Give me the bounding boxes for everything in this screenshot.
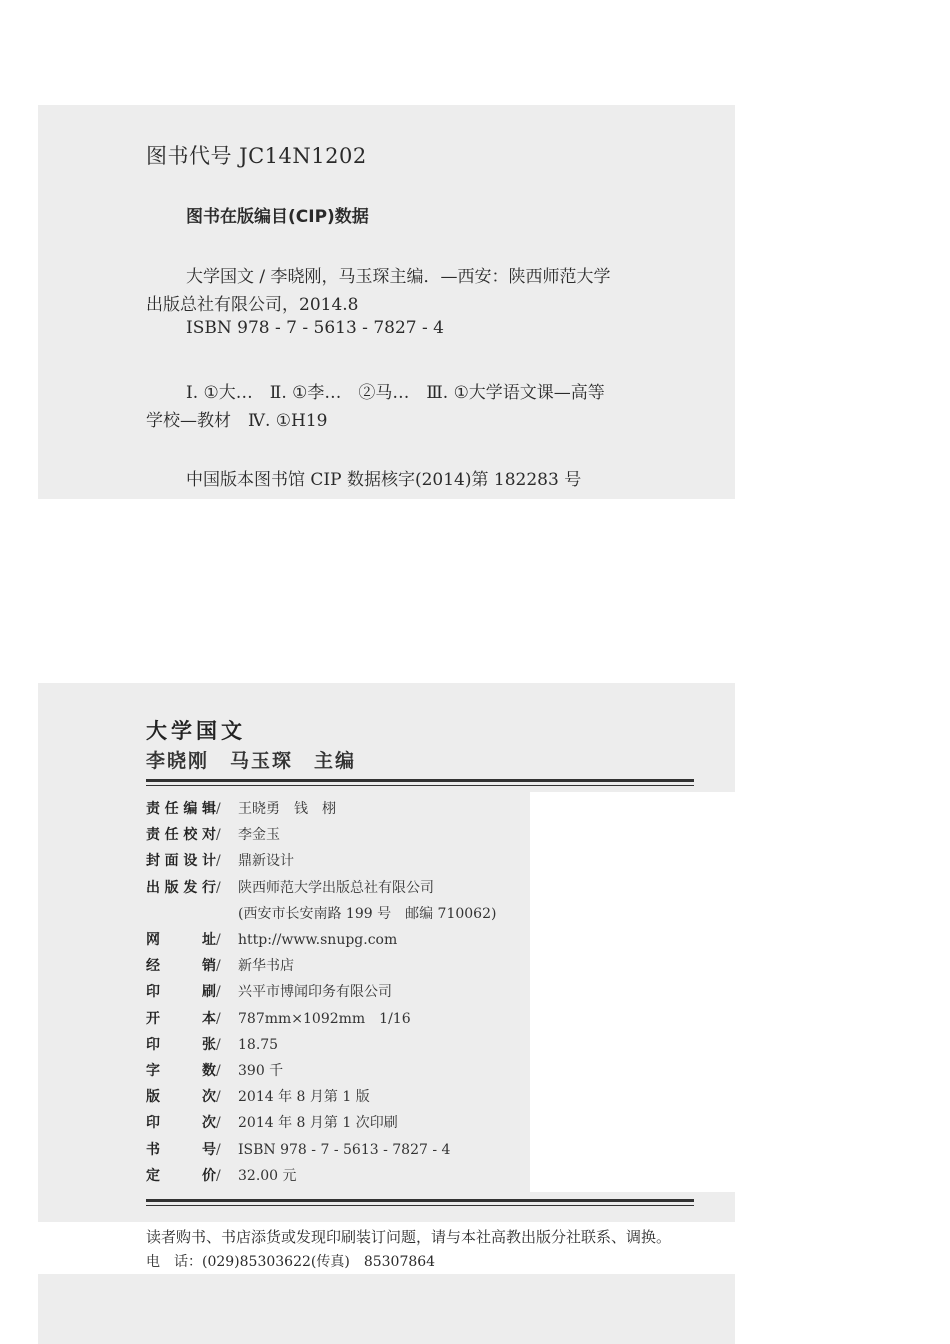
cip-line-1: 大学国文 / 李晓刚，马玉琛主编．—西安：陕西师范大学 (186, 267, 611, 287)
info-separator: / (216, 1115, 221, 1132)
info-label: 出版发行 (146, 879, 216, 896)
info-label: 版 次 (146, 1089, 216, 1106)
info-row (146, 797, 336, 821)
bottom-rule-thick (146, 1199, 694, 1202)
cip-line-4: Ⅰ. ①大… Ⅱ. ①李… ②马… Ⅲ. ①大学语文课—高等 (186, 383, 605, 403)
info-row (146, 849, 294, 873)
info-label: 印 刷 (146, 984, 216, 1001)
info-separator: / (216, 1167, 221, 1184)
info-label: 印 张 (146, 1036, 216, 1053)
info-row (146, 1111, 398, 1135)
cip-line-3: ISBN 978 - 7 - 5613 - 7827 - 4 (186, 318, 444, 338)
info-separator: / (216, 853, 221, 870)
info-row (146, 928, 397, 952)
info-row (146, 1033, 278, 1057)
info-value: 787mm×1092mm 1/16 (238, 1010, 411, 1027)
info-value: 李金玉 (238, 827, 280, 844)
info-label: 书 号 (146, 1141, 216, 1158)
cip-line-6: 中国版本图书馆 CIP 数据核字(2014)第 182283 号 (186, 470, 582, 490)
info-value: 陕西师范大学出版总社有限公司 (238, 879, 434, 896)
info-value: 新华书店 (238, 958, 294, 975)
info-separator: / (216, 801, 221, 817)
title-rule-thick (146, 779, 694, 782)
info-separator: / (216, 1036, 221, 1053)
info-label: 封面设计 (146, 853, 216, 870)
bottom-rule-thin (146, 1205, 694, 1206)
info-value: 王晓勇 钱 栩 (238, 801, 336, 817)
info-value: 18.75 (238, 1036, 279, 1053)
info-row (146, 1007, 411, 1031)
info-row (146, 1085, 370, 1109)
info-separator: / (216, 1141, 221, 1158)
info-row (146, 954, 294, 978)
info-label: 定 价 (146, 1167, 216, 1184)
info-row (146, 980, 392, 1004)
book-code: 图书代号 JC14N1202 (146, 144, 367, 168)
info-separator: / (216, 1063, 221, 1079)
cip-line-5: 学校—教材 Ⅳ. ①H19 (146, 411, 328, 431)
title-rule-thin (146, 785, 694, 786)
footer-phone: 电 话：(029)85303622(传真) 85307864 (146, 1254, 436, 1270)
info-separator: / (216, 1010, 221, 1027)
info-row (146, 1059, 283, 1083)
info-separator: / (216, 827, 221, 844)
info-value: http://www.snupg.com (238, 932, 398, 948)
info-value: 鼎新设计 (238, 853, 294, 870)
info-separator: / (216, 932, 221, 948)
info-value: (西安市长安南路 199 号 邮编 710062) (238, 905, 497, 922)
info-separator: / (216, 958, 221, 975)
info-row (146, 823, 280, 847)
info-value: 2014 年 8 月第 1 次印刷 (238, 1115, 398, 1132)
info-row (146, 1164, 297, 1188)
info-label: 开 本 (146, 1010, 216, 1027)
info-value: ISBN 978 - 7 - 5613 - 7827 - 4 (238, 1141, 451, 1158)
info-label: 责任校对 (146, 827, 216, 844)
book-title: 大学国文 (146, 719, 246, 743)
cip-heading: 图书在版编目(CIP)数据 (186, 207, 369, 227)
info-value: 兴平市博闻印务有限公司 (238, 984, 392, 1001)
info-label: 字 数 (146, 1063, 216, 1079)
info-value: 32.00 元 (238, 1167, 297, 1184)
info-label: 网 址 (146, 932, 216, 948)
info-separator: / (216, 879, 221, 896)
info-row (146, 1138, 450, 1162)
footer-note: 读者购书、书店添货或发现印刷装订问题，请与本社高教出版分社联系、调换。 (146, 1228, 672, 1246)
book-editors: 李晓刚 马玉琛 主编 (146, 750, 357, 772)
info-value: 2014 年 8 月第 1 版 (238, 1089, 370, 1106)
info-separator: / (216, 984, 221, 1001)
background-shade-top (38, 105, 735, 499)
info-label: 责任编辑 (146, 801, 216, 817)
info-label: 印 次 (146, 1115, 216, 1132)
info-label: 经 销 (146, 958, 216, 975)
info-separator: / (216, 1089, 221, 1106)
background-white-block (530, 792, 735, 1192)
info-row (146, 876, 434, 900)
info-value: 390 千 (238, 1063, 284, 1079)
info-row (146, 902, 496, 926)
cip-line-2: 出版总社有限公司，2014.8 (146, 295, 359, 315)
